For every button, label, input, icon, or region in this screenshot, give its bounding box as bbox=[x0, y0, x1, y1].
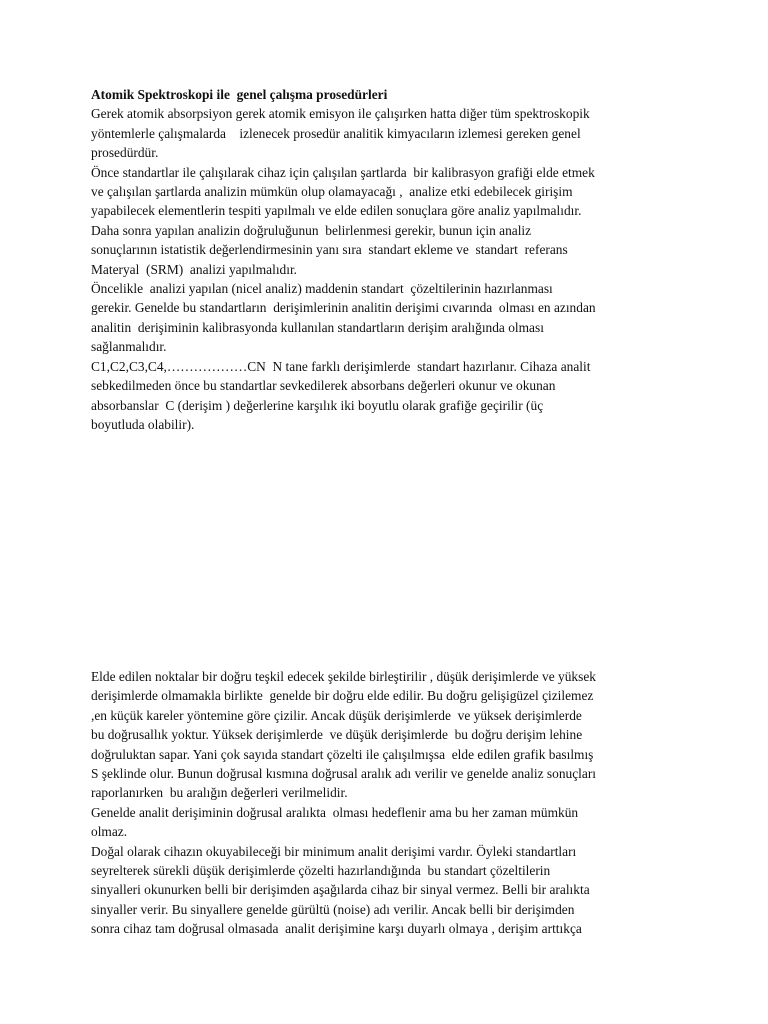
document-title: Atomik Spektroskopi ile genel çalışma prosedürleri bbox=[91, 87, 388, 102]
text-line: sebkedilmeden önce bu standartlar sevkedilerek absorbans değerleri okunur ve okunan bbox=[91, 378, 556, 394]
text-line: Materyal (SRM) analizi yapılmalıdır. bbox=[91, 261, 298, 277]
text-line: olmaz. bbox=[91, 824, 128, 840]
text-line: yapabilecek elementlerin tespiti yapılmalı ve elde edilen sonuçlara göre analiz yapılmalıdır. bbox=[91, 203, 582, 219]
section-bottom bbox=[91, 667, 691, 939]
text-line: ,en küçük kareler yöntemine göre çizilir. Ancak düşük derişimlerde ve yüksek derişimlerde bbox=[91, 707, 582, 723]
text-line: S şeklinde olur. Bunun doğrusal kısmına doğrusal aralık adı verilir ve genelde analiz sonuçları bbox=[91, 766, 596, 782]
text-line: derişimlerde olmamakla birlikte genelde bir doğru elde edilir. Bu doğru gelişigüzel çizilemez bbox=[91, 688, 594, 704]
text-line: Elde edilen noktalar bir doğru teşkil edecek şekilde birleştirilir , düşük derişimlerde ve yüksek bbox=[91, 669, 596, 684]
text-line: doğruluktan sapar. Yani çok sayıda standart çözelti ile çalışılmışsa elde edilen grafik basılmış bbox=[91, 746, 594, 762]
text-line: yöntemlerle çalışmalarda izlenecek prosedür analitik kimyacıların izlemesi gereken genel bbox=[91, 125, 581, 141]
text-line: Önce standartlar ile çalışılarak cihaz için çalışılan şartlarda bir kalibrasyon grafiği elde etmek bbox=[91, 164, 595, 180]
text-line: Doğal olarak cihazın okuyabileceği bir minimum analit derişimi vardır. Öyleki standartları bbox=[91, 843, 577, 859]
text-line: C1,C2,C3,C4,………………CN N tane farklı derişimlerde standart hazırlanır. Cihaza analit bbox=[91, 358, 591, 374]
text-line: sinyaller verir. Bu sinyallere genelde gürültü (noise) adı verilir. Ancak belli bir derişimden bbox=[91, 901, 575, 917]
text-line: Gerek atomik absorpsiyon gerek atomik emisyon ile çalışırken hatta diğer tüm spektroskopik bbox=[91, 106, 590, 122]
text-line: sonuçlarının istatistik değerlendirmesinin yanı sıra standart ekleme ve standart referans bbox=[91, 242, 568, 258]
text-line: raporlanırken bu aralığın değerleri verilmelidir. bbox=[91, 785, 348, 801]
text-line: analitin derişiminin kalibrasyonda kullanılan standartların derişim aralığında olması bbox=[91, 319, 544, 335]
text-line: Öncelikle analizi yapılan (nicel analiz) maddenin standart çözeltilerinin hazırlanması bbox=[91, 281, 553, 297]
text-line: gerekir. Genelde bu standartların derişimlerinin analitin derişimi cıvarında olması en azından bbox=[91, 300, 596, 316]
text-line: absorbanslar C (derişim ) değerlerine karşılık iki boyutlu olarak grafiğe geçirilir (üç bbox=[91, 397, 544, 413]
text-line: ve çalışılan şartlarda analizin mümkün olup olamayacağı , analize etki edebilecek girişim bbox=[91, 184, 573, 200]
text-line: boyutluda olabilir). bbox=[91, 416, 195, 432]
text-line: sinyalleri okunurken belli bir derişimden aşağılarda cihaz bir sinyal vermez. Belli bir aralıkta bbox=[91, 882, 590, 898]
text-line: sonra cihaz tam doğrusal olmasada analit derişimine karşı duyarlı olmaya , derişim arttıkça bbox=[91, 921, 582, 937]
section-top bbox=[91, 85, 691, 434]
text-line: Daha sonra yapılan analizin doğruluğunun belirlenmesi gerekir, bunun için analiz bbox=[91, 222, 532, 238]
text-line: prosedürdür. bbox=[91, 145, 159, 161]
text-line: sağlanmalıdır. bbox=[91, 339, 167, 355]
text-line: bu doğrusallık yoktur. Yüksek derişimlerde ve düşük derişimlerde bu doğru derişim lehine bbox=[91, 727, 583, 743]
text-line: seyrelterek sürekli düşük derişimlerde çözelti hazırlandığında bu standart çözeltilerin bbox=[91, 863, 551, 879]
text-line: Genelde analit derişiminin doğrusal aralıkta olması hedeflenir ama bu her zaman mümkün bbox=[91, 804, 579, 820]
